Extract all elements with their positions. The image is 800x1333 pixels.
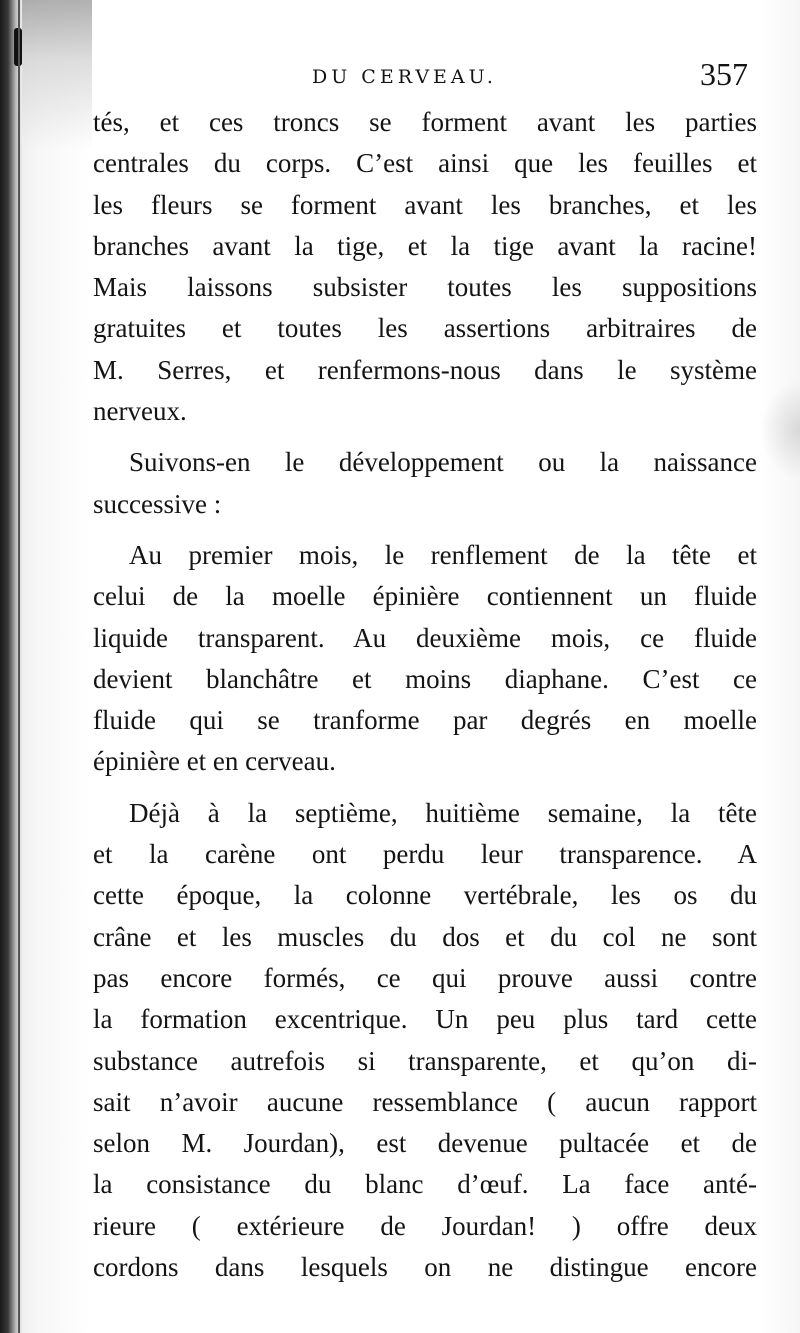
- text-line: rieure ( extérieure de Jourdan! ) offre deux: [93, 1210, 757, 1241]
- text-line: successive :: [93, 488, 222, 519]
- text-line: tés, et ces troncs se forment avant les parties: [93, 107, 757, 137]
- paragraph-gap: [93, 525, 757, 535]
- text-line: pas encore formés, ce qui prouve aussi contre: [93, 962, 757, 993]
- page-edge: [18, 0, 20, 1333]
- text-line: substance autrefois si transparente, et qu’on di-: [93, 1045, 757, 1076]
- text-line: devient blanchâtre et moins diaphane. C’est ce: [93, 663, 757, 694]
- paragraph-gap: [93, 783, 757, 793]
- paragraph-gap: [93, 432, 757, 442]
- text-line: sait n’avoir aucune ressemblance ( aucun rapport: [93, 1086, 757, 1117]
- text-line: Au premier mois, le renflement de la tête et: [129, 539, 757, 570]
- text-line: et la carène ont perdu leur transparence. A: [93, 839, 757, 870]
- text-line: selon M. Jourdan), est devenue pultacée et de: [93, 1128, 757, 1159]
- running-title: DU CERVEAU.: [312, 66, 497, 88]
- text-line: fluide qui se tranforme par degrés en moelle: [93, 705, 757, 736]
- text-line: Mais laissons subsister toutes les suppositions: [93, 272, 757, 303]
- text-line: crâne et les muscles du dos et du col ne sont: [93, 921, 757, 952]
- text-line: les fleurs se forment avant les branches, et les: [93, 189, 757, 220]
- body-text: [93, 102, 757, 1288]
- text-line: épinière et en cerveau.: [93, 746, 336, 777]
- show-through-shadow: [760, 380, 800, 480]
- text-line: celui de la moelle épinière contiennent un fluide: [93, 581, 757, 612]
- text-line: centrales du corps. C’est ainsi que les feuilles et: [93, 148, 757, 179]
- text-line: la formation excentrique. Un peu plus tard cette: [93, 1004, 757, 1035]
- text-line: cette époque, la colonne vertébrale, les os du: [93, 880, 757, 911]
- text-line: cordons dans lesquels on ne distingue encore: [93, 1252, 757, 1283]
- text-line: Suivons-en le développement ou la naissance: [129, 447, 757, 478]
- text-line: gratuites et toutes les assertions arbitraires de: [93, 313, 757, 344]
- text-line: nerveux.: [93, 396, 187, 427]
- page-number: 357: [700, 56, 748, 92]
- text-line: la consistance du blanc d’œuf. La face anté-: [93, 1169, 757, 1200]
- page-header: [0, 56, 800, 96]
- text-line: branches avant la tige, et la tige avant la racine!: [93, 230, 757, 261]
- text-line: M. Serres, et renfermons-nous dans le système: [93, 354, 757, 385]
- text-line: liquide transparent. Au deuxième mois, ce fluide: [93, 622, 757, 653]
- text-line: Déjà à la septième, huitième semaine, la tête: [129, 797, 757, 828]
